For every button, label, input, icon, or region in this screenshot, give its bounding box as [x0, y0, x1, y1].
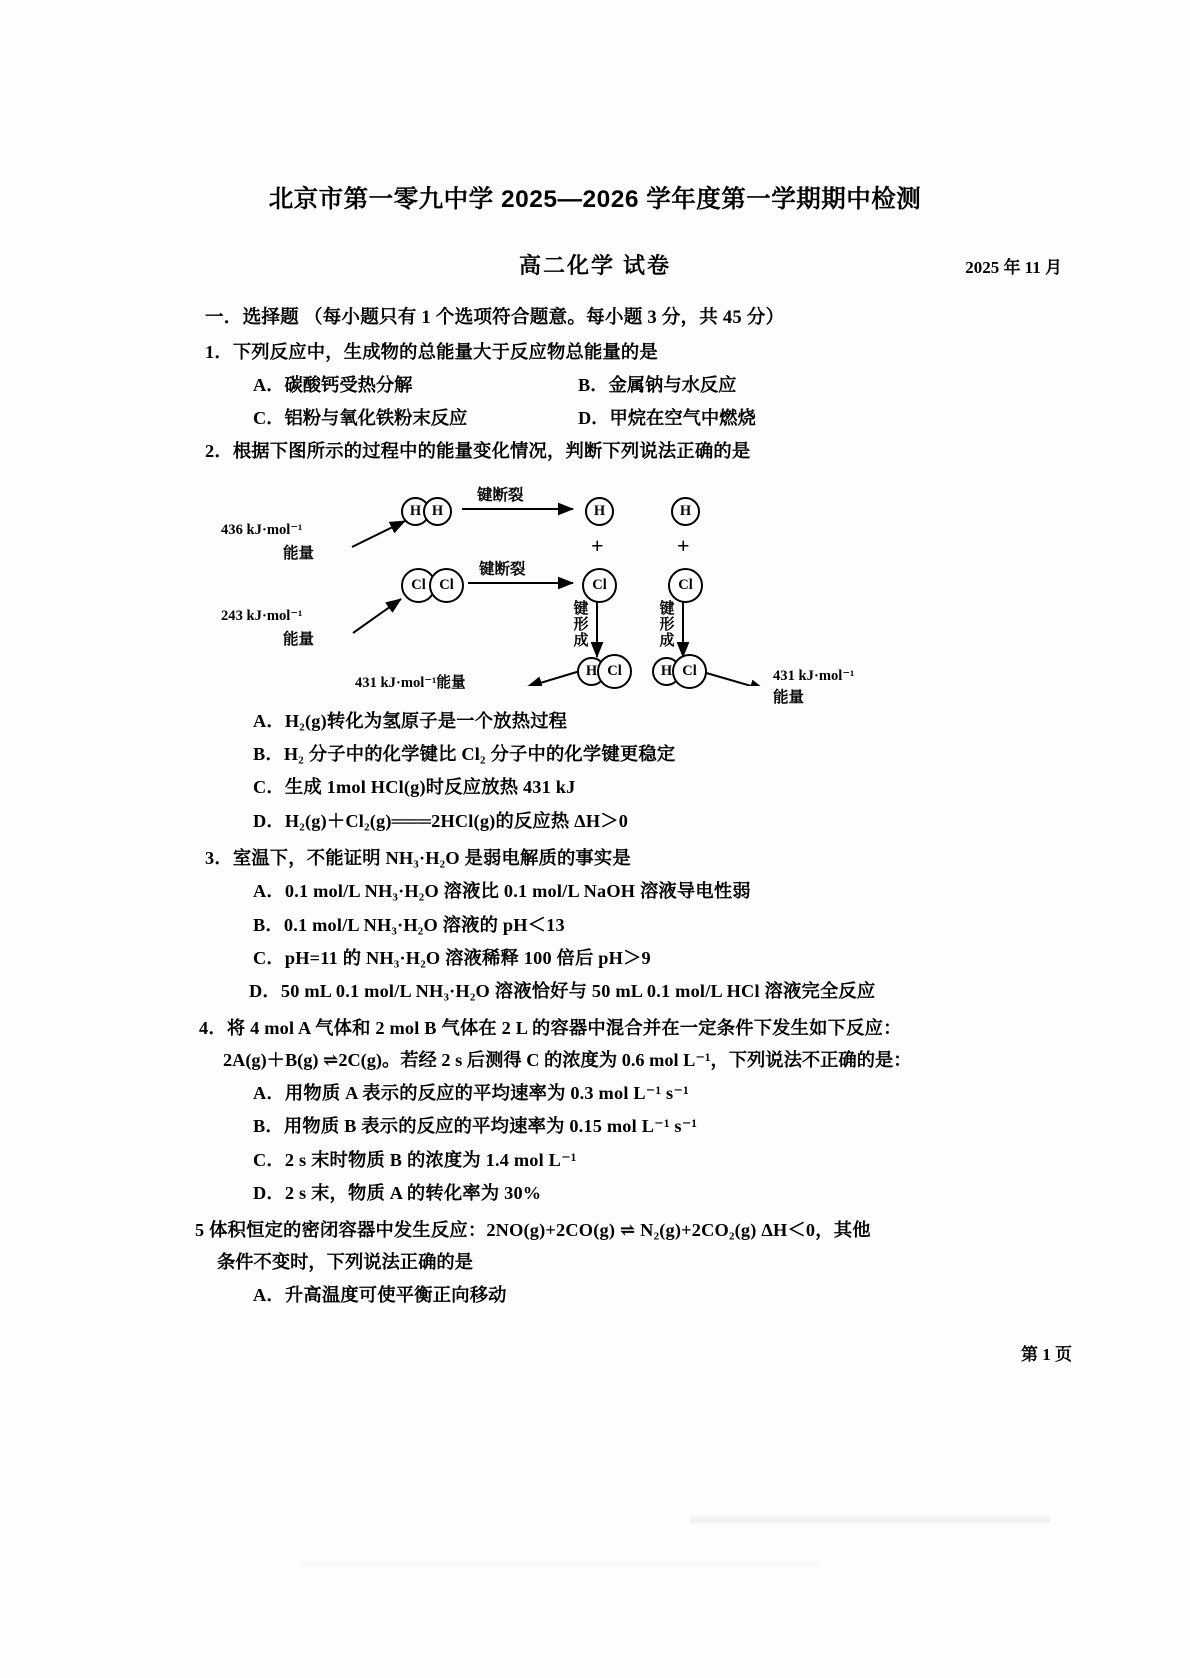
atom-cl-free: Cl: [668, 568, 703, 603]
option-a[interactable]: A．用物质 A 表示的反应的平均速率为 0.3 mol L⁻¹ s⁻¹: [253, 1083, 689, 1104]
question-4-text: 将 4 mol A 气体和 2 mol B 气体在 2 L 的容器中混合并在一定条件下发生如下反应：: [226, 1018, 902, 1039]
option-c[interactable]: C．生成 1mol HCl(g)时反应放热 431 kJ: [253, 777, 576, 798]
energy-change-diagram: [205, 471, 1035, 706]
option-c[interactable]: C．铝粉与氧化铁粉末反应: [253, 408, 468, 429]
label-bond-form-left: 键形成: [573, 599, 589, 650]
question-3-options: [205, 882, 1035, 1000]
option-row: [253, 376, 1035, 394]
question-4-number: 4．: [199, 1018, 227, 1039]
plus-sign: +: [677, 532, 690, 558]
question-1-number: 1．: [205, 341, 233, 362]
atom-cl: Cl: [401, 568, 436, 603]
atom-h-free: H: [585, 497, 614, 526]
label-hcl-energy-right-word: 能量: [773, 688, 805, 706]
option-row: [253, 409, 1035, 427]
question-5-stem-line2: 条件不变时，下列说法正确的是: [217, 1251, 473, 1272]
question-1-stem: [205, 343, 1035, 361]
question-4-stem-line2: 2A(g)＋B(g) ⇌2C(g)。若经 2 s 后测得 C 的浓度为 0.6 mol L⁻¹，下列说法不正确的是：: [223, 1049, 912, 1070]
option-b[interactable]: B．用物质 B 表示的反应的平均速率为 0.15 mol L⁻¹ s⁻¹: [253, 1116, 698, 1137]
question-area: [195, 307, 1035, 1305]
question-4-stem: [199, 1019, 1035, 1037]
option-d[interactable]: D．50 mL 0.1 mol/L NH₃·H₂O 溶液恰好与 50 mL 0.1 mol/L HCl 溶液完全反应: [249, 981, 876, 1002]
question-2-number: 2．: [205, 441, 233, 462]
atom-cl-free: Cl: [582, 568, 617, 603]
question-2-options: [205, 712, 1035, 830]
option-a[interactable]: A．碳酸钙受热分解: [253, 374, 413, 395]
question-2-text: 根据下图所示的过程中的能量变化情况，判断下列说法正确的是: [232, 441, 751, 462]
plus-sign: +: [591, 532, 604, 558]
question-3-text: 室温下，不能证明 NH₃·H₂O 是弱电解质的事实是: [232, 847, 631, 868]
option-a[interactable]: A．H₂(g)转化为氢原子是一个放热过程: [253, 710, 568, 731]
option-b[interactable]: B．0.1 mol/L NH₃·H₂O 溶液的 pH＜13: [253, 914, 565, 935]
label-clcl-bond-energy: 243 kJ·mol⁻¹: [221, 607, 303, 624]
question-5-text: 体积恒定的密闭容器中发生反应：2NO(g)+2CO(g) ⇌ N₂(g)+2CO₂(g) ΔH＜0，其他: [209, 1220, 871, 1241]
option-c[interactable]: C．2 s 末时物质 B 的浓度为 1.4 mol L⁻¹: [253, 1149, 577, 1170]
section-heading: 一．选择题 （每小题只有 1 个选项符合题意。每小题 3 分，共 45 分）: [205, 307, 785, 328]
atom-h-product: H: [577, 657, 606, 686]
exam-date: 2025 年 11 月: [965, 258, 1062, 277]
option-c[interactable]: C．pH=11 的 NH₃·H₂O 溶液稀释 100 倍后 pH＞9: [253, 947, 651, 968]
option-d[interactable]: D．甲烷在空气中燃烧: [578, 408, 756, 429]
label-hcl-energy-left: 431 kJ·mol⁻¹能量: [355, 674, 466, 691]
label-hcl-energy-right: 431 kJ·mol⁻¹: [773, 667, 855, 684]
question-1-options: [205, 376, 1035, 428]
atom-h: H: [423, 497, 452, 526]
option-d[interactable]: D．H₂(g)＋Cl₂(g)═══2HCl(g)的反应热 ΔH＞0: [253, 810, 629, 831]
option-a[interactable]: A．0.1 mol/L NH₃·H₂O 溶液比 0.1 mol/L NaOH 溶液导电性弱: [253, 881, 751, 902]
option-a[interactable]: A．升高温度可使平衡正向移动: [253, 1284, 507, 1305]
label-bond-break-hh: 键断裂: [477, 486, 524, 504]
option-b[interactable]: B．H₂ 分子中的化学键比 Cl₂ 分子中的化学键更稳定: [253, 744, 676, 765]
question-4-options: [205, 1084, 1035, 1202]
page-footer: 第 1 页: [1021, 1345, 1072, 1364]
question-5-number: 5: [195, 1220, 205, 1241]
question-3-stem: [205, 849, 1035, 867]
question-1-text: 下列反应中，生成物的总能量大于反应物总能量的是: [232, 341, 658, 362]
atom-cl-product: Cl: [597, 654, 632, 689]
atom-h: H: [401, 497, 430, 526]
option-b[interactable]: B．金属钠与水反应: [578, 374, 737, 395]
question-5-options: [205, 1286, 1035, 1304]
label-hh-bond-energy: 436 kJ·mol⁻¹: [221, 521, 303, 538]
paper-title: 高二化学 试卷: [518, 253, 672, 278]
atom-h-free: H: [671, 497, 700, 526]
option-d[interactable]: D．2 s 末，物质 A 的转化率为 30%: [253, 1182, 542, 1203]
subtitle-row: [0, 249, 1190, 283]
atom-h-product: H: [652, 657, 681, 686]
atom-cl: Cl: [429, 568, 464, 603]
scan-artifact: [300, 1560, 820, 1570]
label-bond-break-clcl: 键断裂: [479, 560, 526, 578]
question-5-stem: [195, 1221, 1035, 1239]
scan-artifact: [690, 1512, 1050, 1526]
label-hh-energy-word: 能量: [283, 544, 315, 562]
label-bond-form-right: 键形成: [659, 599, 675, 650]
atom-cl-product: Cl: [672, 654, 707, 689]
question-2-stem: [205, 442, 1035, 460]
label-clcl-energy-word: 能量: [283, 630, 315, 648]
page-title: 北京市第一零九中学 2025—2026 学年度第一学期期中检测: [268, 186, 922, 213]
question-3-number: 3．: [205, 847, 233, 868]
